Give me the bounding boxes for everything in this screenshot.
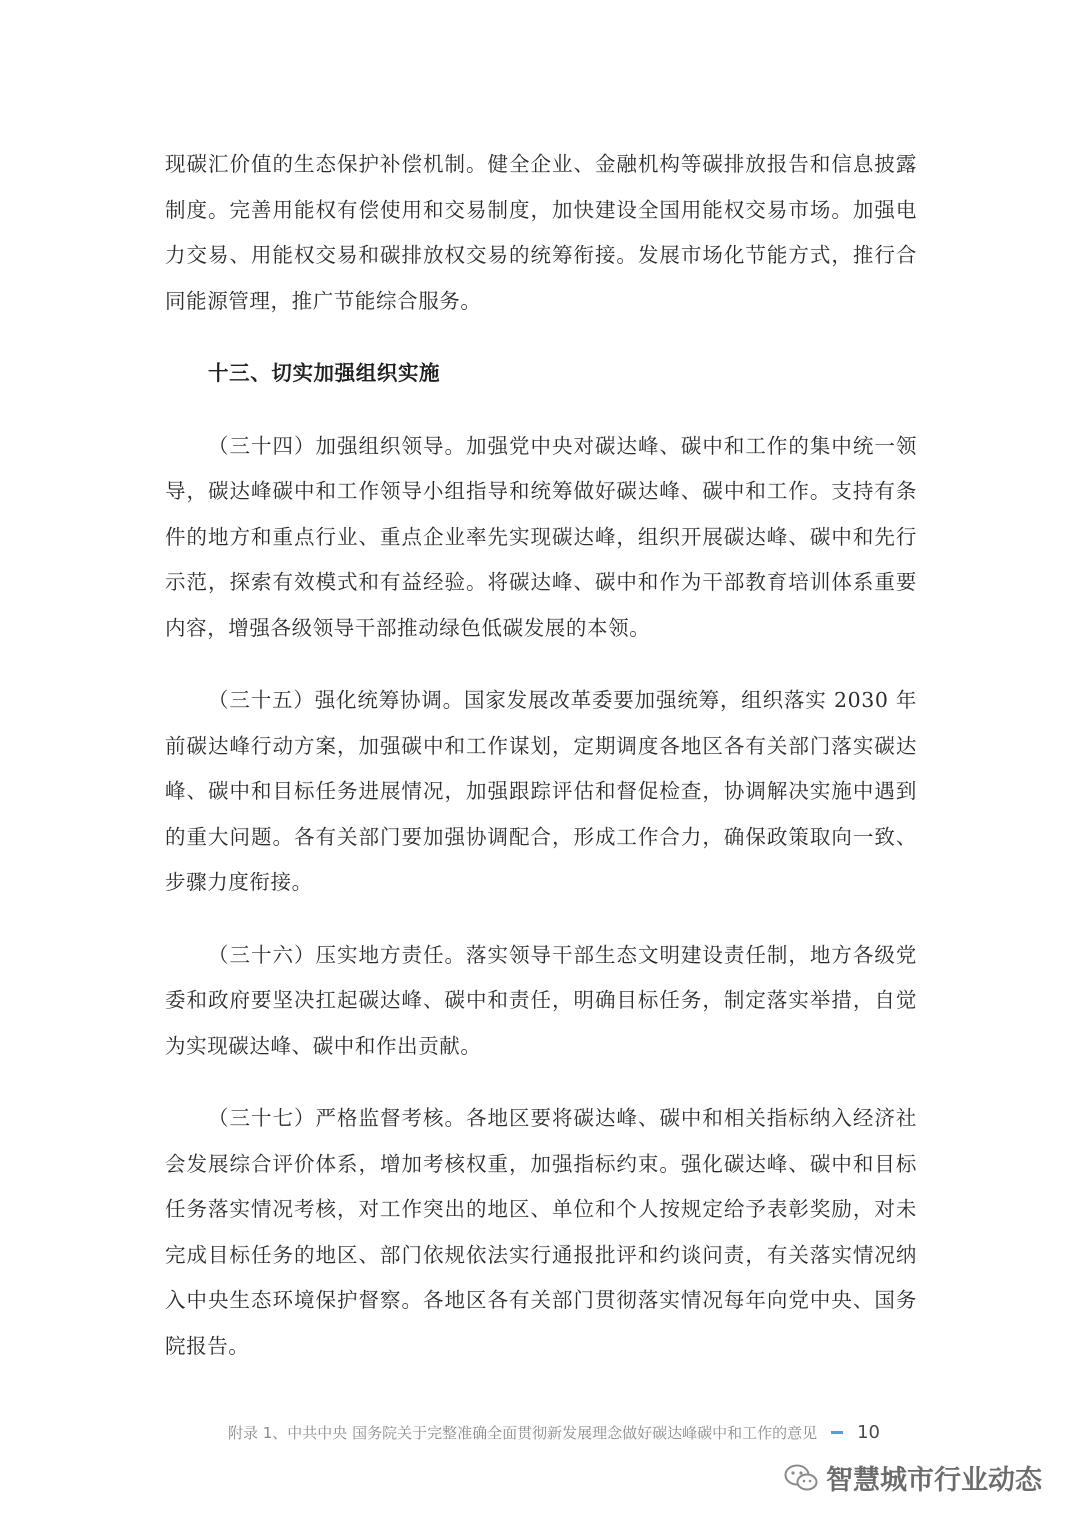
paragraph-34: （三十四）加强组织领导。加强党中央对碳达峰、碳中和工作的集中统一领导，碳达峰碳中和工作领导小组指导和统筹做好碳达峰、碳中和工作。支持有条件的地方和重点行业、重点企业率先实现碳达峰，组织开展碳达峰、碳中和先行示范，探索有效模式和有益经验。将碳达峰、碳中和作为干部教育培训体系重要内容，增强各级领导干部推动绿色低碳发展的本领。 (165, 433, 917, 640)
watermark-text: 智慧城市行业动态 (826, 1465, 1042, 1496)
paragraph-35: （三十五）强化统筹协调。国家发展改革委要加强统筹，组织落实 2030 年前碳达峰行动方案，加强碳中和工作谋划，定期调度各地区各有关部门落实碳达峰、碳中和目标任务进展情况，加强跟踪评估和督促检查，协调解决实施中遇到的重大问题。各有关部门要加强协调配合，形成工作合力，确保政策取向一致、步骤力度衔接。 (165, 688, 917, 894)
paragraph-36: （三十六）压实地方责任。落实领导干部生态文明建设责任制，地方各级党委和政府要坚决扛起碳达峰、碳中和责任，明确目标任务，制定落实举措，自觉为实现碳达峰、碳中和作出贡献。 (165, 942, 917, 1058)
paragraph-37: （三十七）严格监督考核。各地区要将碳达峰、碳中和相关指标纳入经济社会发展综合评价体系，增加考核权重，加强指标约束。强化碳达峰、碳中和目标任务落实情况考核，对工作突出的地区、单位和个人按规定给予表彰奖励，对未完成目标任务的地区、部门依规依法实行通报批评和约谈问责，有关落实情况纳入中央生态环境保护督察。各地区各有关部门贯彻落实情况每年向党中央、国务院报告。 (165, 1106, 917, 1358)
document-body (165, 142, 917, 1369)
footer-dash-icon (831, 1431, 843, 1434)
page-number: 10 (857, 1422, 880, 1443)
wechat-watermark (784, 1458, 1042, 1497)
paragraph-carbon-sink-continuation: 现碳汇价值的生态保护补偿机制。健全企业、金融机构等碳排放报告和信息披露制度。完善用能权有偿使用和交易制度，加快建设全国用能权交易市场。加强电力交易、用能权交易和碳排放权交易的统筹衔接。发展市场化节能方式，推行合同能源管理，推广节能综合服务。 (165, 152, 917, 313)
section-heading-13: 十三、切实加强组织实施 (208, 361, 441, 385)
page-footer (228, 1422, 880, 1443)
footer-title: 附录 1、中共中央 国务院关于完整准确全面贯彻新发展理念做好碳达峰碳中和工作的意见 (228, 1424, 818, 1442)
wechat-icon (784, 1463, 818, 1493)
